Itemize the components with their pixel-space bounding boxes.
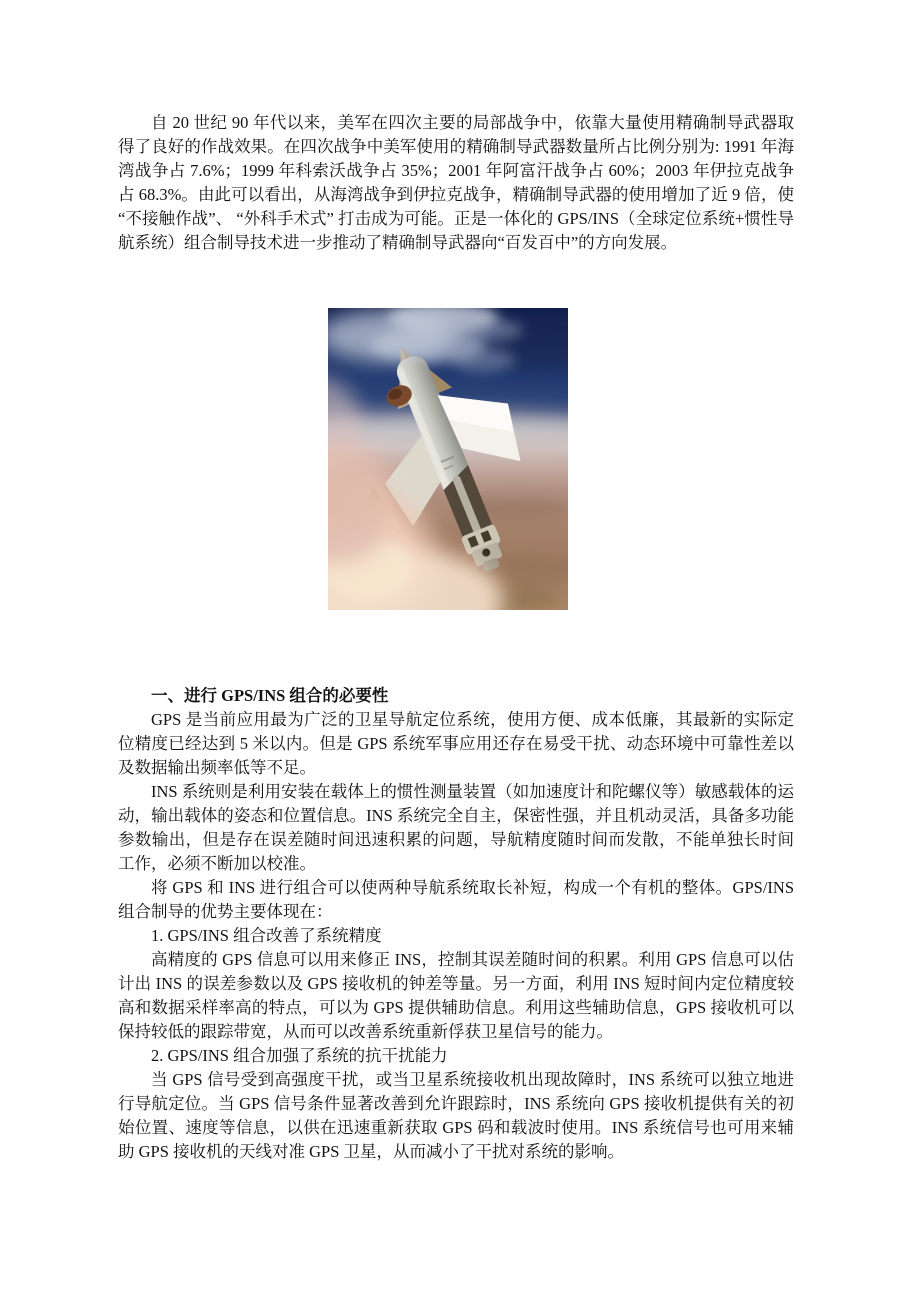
section-paragraph-antijam: 当 GPS 信号受到高强度干扰，或当卫星系统接收机出现故障时，INS 系统可以独立地进行导航定位。当 GPS 信号条件显著改善到允许跟踪时，INS 系统向 GPS 接收机提供有关的初始位置、速度等信息，以供在迅速重新获取 GPS 码和载波时使用。INS 系统信号也可用来辅助 GPS 接收机的天线对准 GPS 卫星，从而减小了干扰对系统的影响。	[118, 1070, 794, 1161]
section-paragraph-gps: GPS 是当前应用最为广泛的卫星导航定位系统，使用方便、成本低廉，其最新的实际定位精度已经达到 5 米以内。但是 GPS 系统军事应用还存在易受干扰、动态环境中可靠性差以及数据输出频率低等不足。	[118, 710, 794, 777]
section-heading: 一、进行 GPS/INS 组合的必要性	[151, 686, 389, 705]
guided-bomb-illustration	[328, 308, 568, 610]
document-content	[118, 111, 794, 1164]
section-paragraph-ins: INS 系统则是利用安装在载体上的惯性测量装置（如加速度计和陀螺仪等）敏感载体的运动，输出载体的姿态和位置信息。INS 系统完全自主，保密性强，并且机动灵活，具备多功能参数输出，但是存在误差随时间迅速积累的问题，导航精度随时间而发散，不能单独长时间工作，必须不断加以校准。	[118, 782, 794, 873]
section-paragraph-combination: 将 GPS 和 INS 进行组合可以使两种导航系统取长补短，构成一个有机的整体。GPS/INS 组合制导的优势主要体现在：	[118, 878, 794, 921]
numbered-item-2: 2. GPS/INS 组合加强了系统的抗干扰能力	[151, 1046, 448, 1065]
intro-paragraph: 自 20 世纪 90 年代以来，美军在四次主要的局部战争中，依靠大量使用精确制导武器取得了良好的作战效果。在四次战争中美军使用的精确制导武器数量所占比例分别为: 1991 年海湾战争占 7.6%；1999 年科索沃战争占 35%；2001 年阿富汗战争占 60%；2003 年伊拉克战争占 68.3%。由此可以看出，从海湾战争到伊拉克战争，精确制导武器的使用增加了近 9 倍，使“不接触作战”、 “外科手术式” 打击成为可能。正是一体化的 GPS/INS（全球定位系统+惯性导航系统）组合制导技术进一步推动了精确制导武器向“百发百中”的方向发展。	[118, 113, 794, 252]
section-paragraph-accuracy: 高精度的 GPS 信息可以用来修正 INS，控制其误差随时间的积累。利用 GPS 信息可以估计出 INS 的误差参数以及 GPS 接收机的钟差等量。另一方面，利用 INS 短时间内定位精度较高和数据采样率高的特点，可以为 GPS 提供辅助信息。利用这些辅助信息，GPS 接收机可以保持较低的跟踪带宽，从而可以改善系统重新俘获卫星信号的能力。	[118, 950, 794, 1041]
figure-guided-bomb-photo	[328, 308, 568, 610]
numbered-item-1: 1. GPS/INS 组合改善了系统精度	[151, 926, 382, 945]
